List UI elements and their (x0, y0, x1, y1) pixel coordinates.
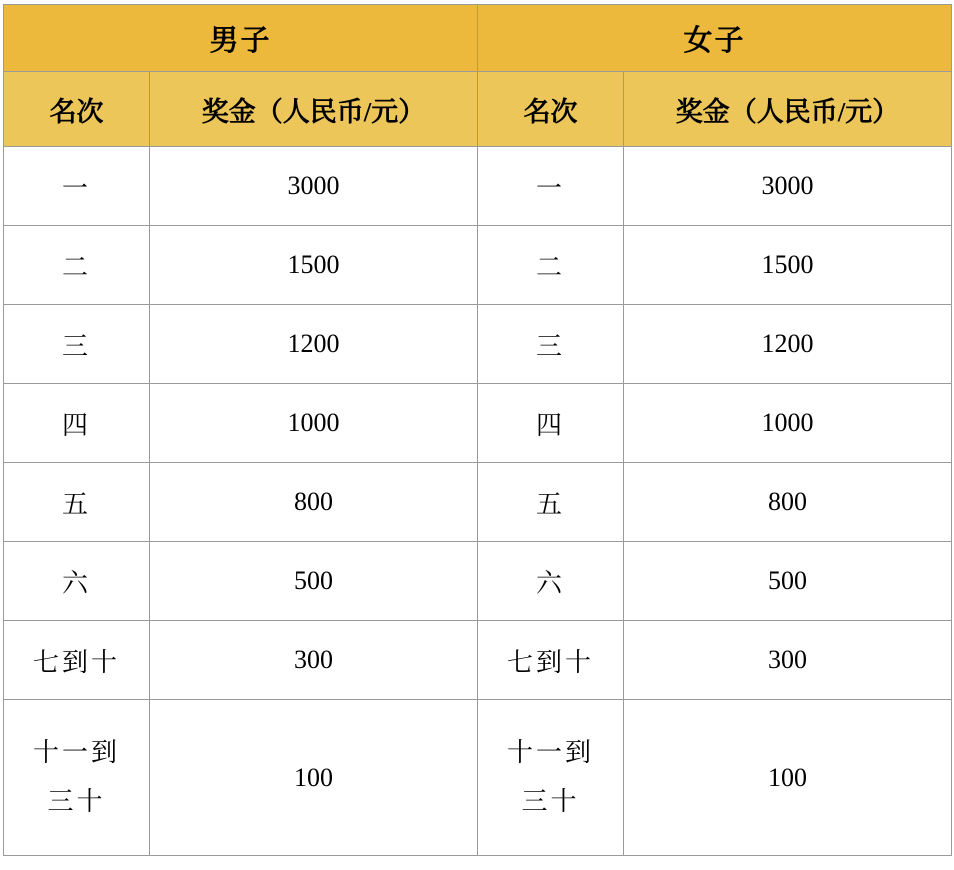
cell-men-rank: 六 (4, 542, 150, 621)
table-row (4, 700, 952, 856)
cell-women-rank-line2: 三十 (521, 786, 580, 816)
cell-women-rank: 七到十 (478, 621, 624, 700)
cell-men-rank: 三 (4, 305, 150, 384)
cell-men-rank-line1: 十一到 (32, 738, 120, 768)
cell-women-prize: 500 (624, 542, 952, 621)
group-header-women: 女子 (478, 5, 952, 72)
group-header-men: 男子 (4, 5, 478, 72)
cell-women-rank: 四 (478, 384, 624, 463)
cell-men-prize: 500 (150, 542, 478, 621)
table-row (4, 463, 952, 542)
cell-men-prize: 800 (150, 463, 478, 542)
table-row (4, 147, 952, 226)
cell-women-rank-line1: 十一到 (507, 738, 595, 768)
cell-women-prize: 3000 (624, 147, 952, 226)
cell-women-rank: 五 (478, 463, 624, 542)
prize-table (3, 4, 952, 856)
cell-men-prize: 1200 (150, 305, 478, 384)
cell-men-prize: 1500 (150, 226, 478, 305)
column-header-row (4, 72, 952, 147)
cell-women-prize: 1500 (624, 226, 952, 305)
cell-men-rank: 二 (4, 226, 150, 305)
cell-men-rank: 七到十 (4, 621, 150, 700)
prize-table-document (0, 4, 954, 870)
cell-women-rank: 二 (478, 226, 624, 305)
table-row (4, 542, 952, 621)
cell-women-rank: 一 (478, 147, 624, 226)
cell-men-prize: 100 (150, 700, 478, 856)
table-row (4, 621, 952, 700)
cell-men-rank-line2: 三十 (47, 786, 106, 816)
table-row (4, 226, 952, 305)
cell-men-prize: 3000 (150, 147, 478, 226)
cell-men-rank: 四 (4, 384, 150, 463)
table-row (4, 305, 952, 384)
cell-men-prize: 300 (150, 621, 478, 700)
cell-women-prize: 1200 (624, 305, 952, 384)
column-header-men-prize: 奖金（人民币/元） (150, 72, 478, 147)
cell-men-prize: 1000 (150, 384, 478, 463)
cell-men-rank: 五 (4, 463, 150, 542)
column-header-women-prize: 奖金（人民币/元） (624, 72, 952, 147)
group-header-row (4, 5, 952, 72)
cell-women-rank: 三 (478, 305, 624, 384)
cell-women-rank (478, 700, 624, 856)
cell-women-prize: 1000 (624, 384, 952, 463)
cell-women-prize: 100 (624, 700, 952, 856)
cell-men-rank (4, 700, 150, 856)
column-header-women-rank: 名次 (478, 72, 624, 147)
cell-women-prize: 800 (624, 463, 952, 542)
cell-men-rank: 一 (4, 147, 150, 226)
column-header-men-rank: 名次 (4, 72, 150, 147)
cell-women-rank: 六 (478, 542, 624, 621)
cell-women-prize: 300 (624, 621, 952, 700)
table-row (4, 384, 952, 463)
